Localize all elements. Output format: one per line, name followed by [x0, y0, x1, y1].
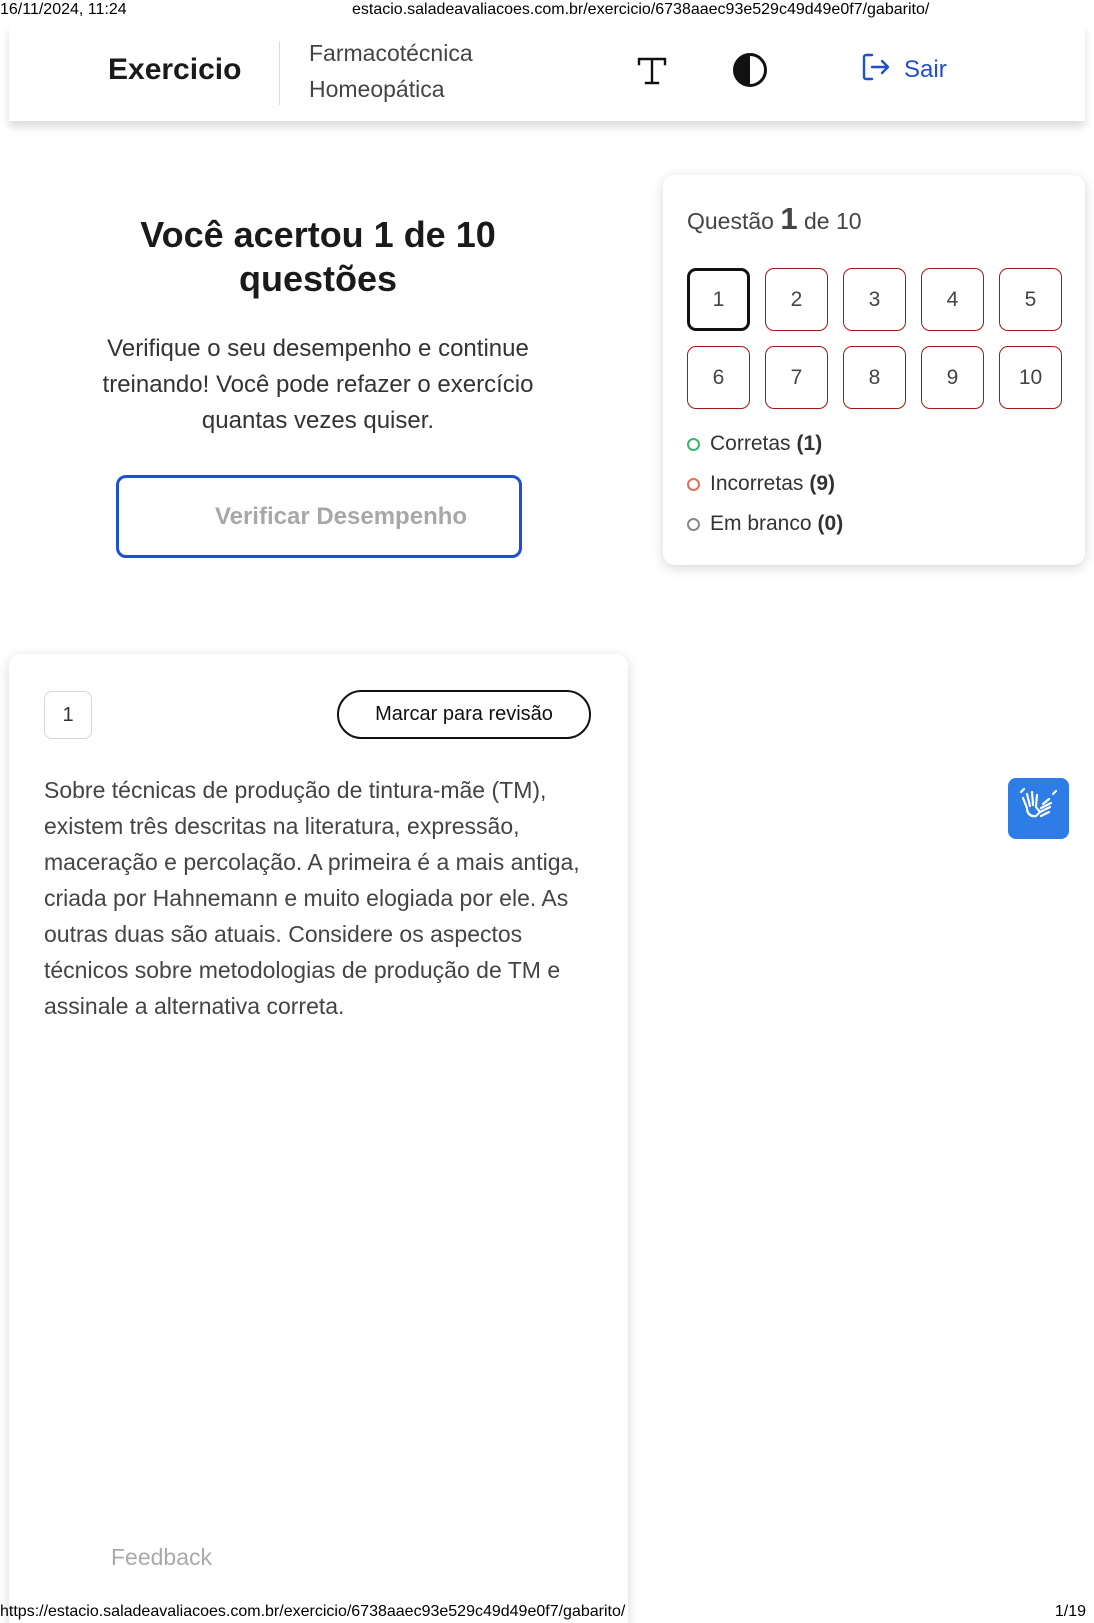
question-navigator — [663, 175, 1085, 565]
print-footer-url: https://estacio.saladeavaliacoes.com.br/exercicio/6738aaec93e529c49d49e0f7/gabarito/ — [0, 1603, 626, 1620]
mark-for-review-button[interactable]: Marcar para revisão — [337, 690, 591, 739]
text-size-icon[interactable] — [633, 51, 671, 89]
result-section — [70, 213, 566, 439]
brand-title: Exercicio — [108, 53, 242, 86]
print-page-number: 1/19 — [1054, 1603, 1086, 1620]
legend-blank — [687, 512, 843, 536]
navigator-prefix: Questão — [687, 208, 774, 234]
print-header — [0, 0, 1094, 20]
question-button-1[interactable]: 1 — [687, 268, 750, 331]
logout-icon — [860, 51, 892, 90]
legend-incorrect-label: Incorretas — [710, 472, 804, 495]
course-title-line2: Homeopática — [309, 76, 445, 102]
question-button-6[interactable]: 6 — [687, 346, 750, 409]
result-description: Verifique o seu desempenho e continue treinando! Você pode refazer o exercício quantas vezes quiser. — [102, 335, 534, 434]
header-divider — [279, 41, 280, 105]
navigator-suffix: de 10 — [803, 208, 862, 234]
result-title: Você acertou 1 de 10 questões — [140, 214, 496, 299]
contrast-icon[interactable] — [731, 51, 769, 89]
question-number-badge: 1 — [44, 691, 92, 739]
top-bar — [9, 25, 1085, 121]
correct-dot-icon — [687, 438, 700, 451]
legend-incorrect — [687, 472, 835, 496]
navigator-title — [687, 201, 862, 237]
course-title-line1: Farmacotécnica — [309, 40, 473, 66]
course-title — [309, 35, 473, 107]
legend-correct-label: Corretas — [710, 432, 791, 455]
sign-language-button[interactable] — [1008, 778, 1069, 839]
incorrect-dot-icon — [687, 478, 700, 491]
question-statement: Sobre técnicas de produção de tintura-mãe (TM), existem três descritas na literatura, expressão, maceração e percolação. A primeira é a mais antiga, criada por Hahnemann e muito elogiada por ele. As outras duas são atuais. Considere os aspectos técnicos sobre metodologias de produção de TM e assinale a alternativa correta. — [44, 777, 580, 1019]
logout-label: Sair — [904, 56, 947, 83]
question-button-8[interactable]: 8 — [843, 346, 906, 409]
verify-performance-button[interactable]: Verificar Desempenho — [116, 475, 522, 558]
question-button-2[interactable]: 2 — [765, 268, 828, 331]
logout-button[interactable] — [860, 51, 947, 89]
navigator-current: 1 — [780, 201, 798, 236]
question-button-10[interactable]: 10 — [999, 346, 1062, 409]
legend-blank-label: Em branco — [710, 512, 812, 535]
question-button-9[interactable]: 9 — [921, 346, 984, 409]
legend-correct-count: (1) — [796, 432, 823, 455]
print-url: estacio.saladeavaliacoes.com.br/exercicio/6738aaec93e529c49d49e0f7/gabarito/ — [352, 1, 930, 18]
question-button-7[interactable]: 7 — [765, 346, 828, 409]
legend-incorrect-count: (9) — [809, 472, 836, 495]
sign-language-icon — [1019, 786, 1059, 831]
question-button-5[interactable]: 5 — [999, 268, 1062, 331]
question-card — [9, 654, 628, 1623]
legend-correct — [687, 432, 822, 456]
question-button-4[interactable]: 4 — [921, 268, 984, 331]
legend-blank-count: (0) — [817, 512, 844, 535]
print-datetime: 16/11/2024, 11:24 — [0, 1, 127, 18]
print-footer — [0, 1602, 1094, 1622]
blank-dot-icon — [687, 518, 700, 531]
question-button-3[interactable]: 3 — [843, 268, 906, 331]
feedback-link[interactable]: Feedback — [111, 1544, 213, 1570]
